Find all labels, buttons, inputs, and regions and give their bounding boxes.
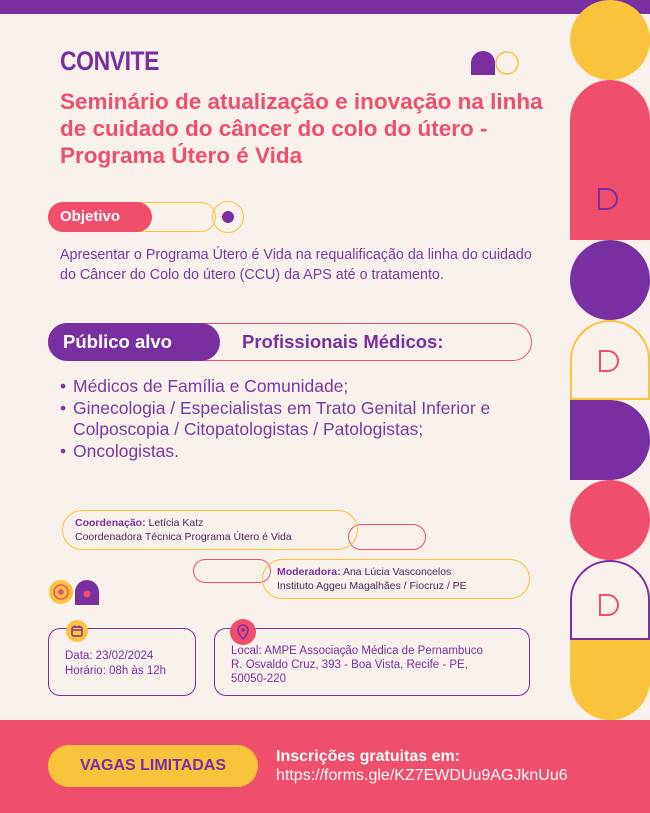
coordination-role: Coordenadora Técnica Programa Útero é Vida: [75, 531, 292, 543]
deco-pink-arch: [570, 80, 650, 240]
calendar-icon: [66, 620, 88, 642]
small-decorative-icon: [48, 578, 104, 606]
invite-label: CONVITE: [60, 46, 160, 76]
coordination-box: [62, 510, 358, 550]
deco-yellow-half: [570, 640, 650, 720]
audience-list: [60, 376, 530, 462]
deco-pink-circle: [570, 480, 650, 560]
deco-outline-arch-purple: [570, 560, 650, 640]
deco-outline-arch-yellow: [570, 320, 650, 400]
event-date: Data: 23/02/2024: [65, 650, 154, 662]
audience-label: Público alvo: [48, 323, 220, 361]
coordination-label: Coordenação:: [75, 517, 146, 529]
map-pin-icon: [230, 619, 256, 645]
objective-text: Apresentar o Programa Útero é Vida na requalificação da linha do cuidado do Câncer do Colo do útero (CCU) da APS até o tratamento.: [60, 247, 532, 283]
objective-label: Objetivo: [48, 202, 152, 232]
list-item: • Oncologistas.: [60, 441, 530, 463]
deco-d-shape-icon: [597, 348, 623, 374]
location-box: [214, 628, 530, 696]
list-item: • Ginecologia / Especialistas em Trato Genital Inferior e Colposcopia / Citopatologistas / Patologistas;: [60, 398, 530, 441]
registration-title: Inscrições gratuitas em:: [276, 748, 461, 765]
deco-d-shape-icon: [596, 186, 622, 212]
limited-spots-badge: VAGAS LIMITADAS: [48, 745, 258, 787]
audience-heading: Profissionais Médicos:: [242, 331, 444, 352]
moderator-role: Instituto Aggeu Magalhães / Fiocruz / PE: [277, 580, 467, 592]
registration-link[interactable]: https://forms.gle/KZ7EWDUu9AGJknUu6: [276, 767, 568, 784]
list-item: • Médicos de Família e Comunidade;: [60, 376, 530, 398]
moderator-lead: [193, 559, 271, 583]
deco-d-shape-icon: [597, 592, 623, 618]
top-bar: [0, 0, 650, 14]
moderator-label: Moderadora:: [277, 566, 341, 578]
deco-yellow-circle: [570, 0, 650, 80]
page-title: Seminário de atualização e inovação na linha de cuidado do câncer do colo do útero - Programa Útero é Vida: [60, 89, 543, 168]
deco-purple-circle: [570, 240, 650, 320]
coordination-name: Letícia Katz: [148, 517, 204, 529]
coordination-tail: [348, 524, 426, 550]
event-time: Horário: 08h às 12h: [65, 665, 167, 677]
moderator-box: [262, 559, 530, 599]
location-line: R. Osvaldo Cruz, 393 - Boa Vista, Recife - PE,: [231, 659, 468, 671]
location-line: 50050-220: [231, 673, 286, 685]
moderator-name: Ana Lúcia Vasconcelos: [342, 566, 452, 578]
objective-dot: [222, 211, 234, 223]
header-decorative-icon: [470, 50, 520, 76]
deco-purple-half: [570, 400, 650, 480]
location-line: Local: AMPE Associação Médica de Pernambuco: [231, 645, 483, 657]
